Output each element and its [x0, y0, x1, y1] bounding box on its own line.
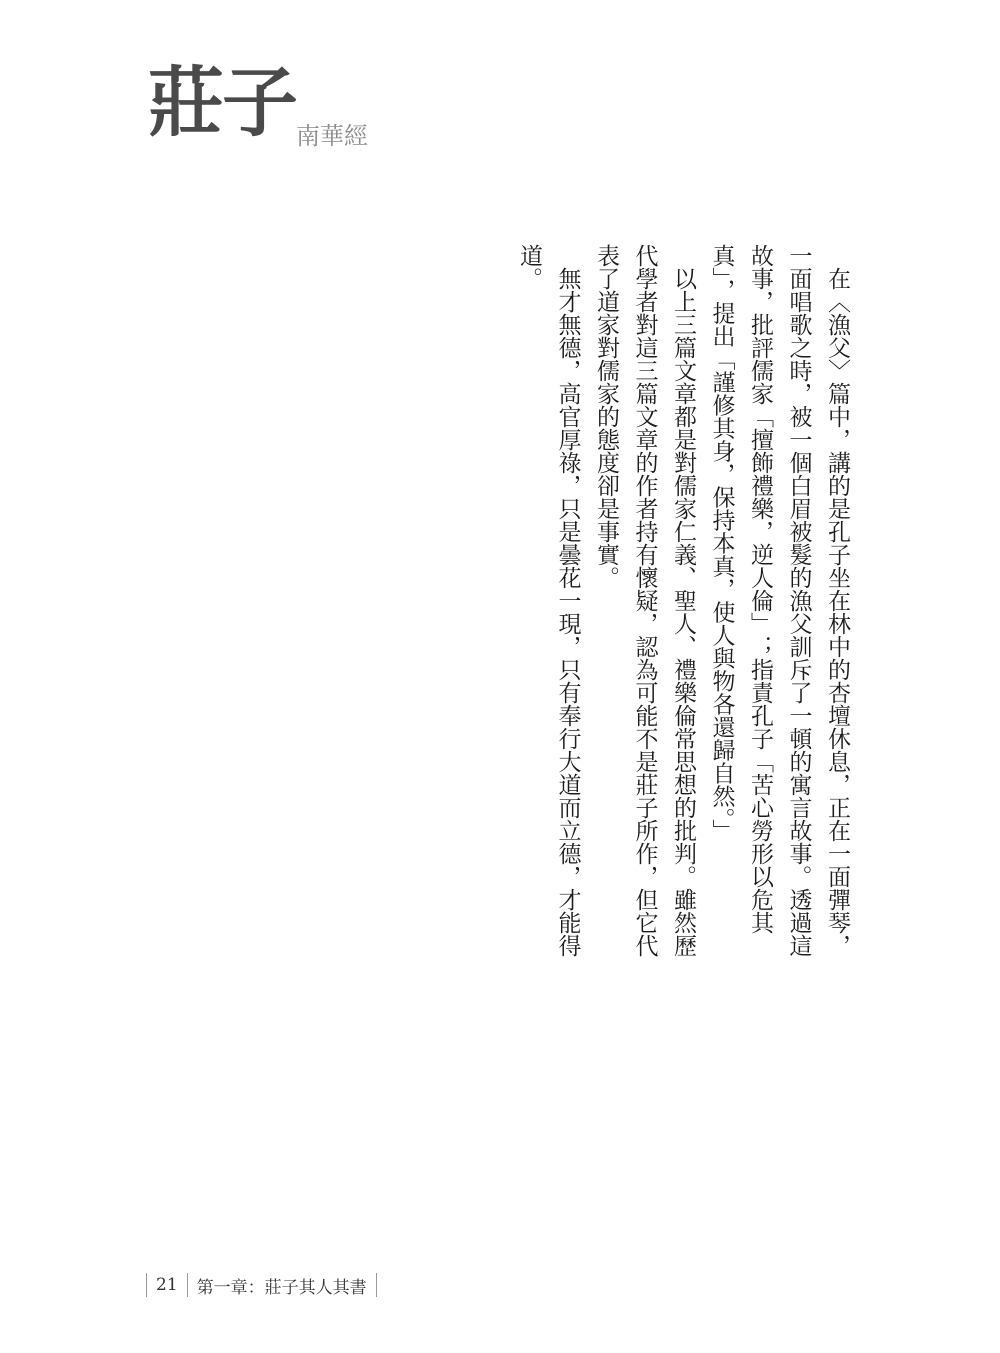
- body-text: [516, 244, 856, 964]
- paragraph: 以上三篇文章都是對儒家仁義、聖人、禮樂倫常思想的批判。雖然歷代學者對這三篇文章的作者持有懷疑，認為可能不是莊子所作，但它代表了道家對儒家的態度卻是事實。: [593, 244, 696, 957]
- page-header: [148, 58, 368, 148]
- paragraph: 無才無德，高官厚祿，只是曇花一現，只有奉行大道而立德，才能得道。: [516, 244, 581, 957]
- page-number: 21: [156, 1275, 178, 1295]
- paragraph: 在〈漁父〉篇中，講的是孔子坐在林中的杏壇休息，正在一面彈琴，一面唱歌之時，被一個白眉被髮的漁父訓斥了一頓的寓言故事。透過這故事，批評儒家「擅飾禮樂，逆人倫」；指責孔子「苦心勞形以危其真」，提出「謹修其身，保持本真，使人與物各還歸自然。」: [708, 244, 850, 957]
- chapter-title: 第一章：莊子其人其書: [196, 1277, 367, 1298]
- book-subtitle: 南華經: [296, 122, 368, 150]
- footer-divider: [376, 1273, 377, 1297]
- page-footer: [146, 1272, 377, 1298]
- book-title: 莊子: [148, 58, 296, 147]
